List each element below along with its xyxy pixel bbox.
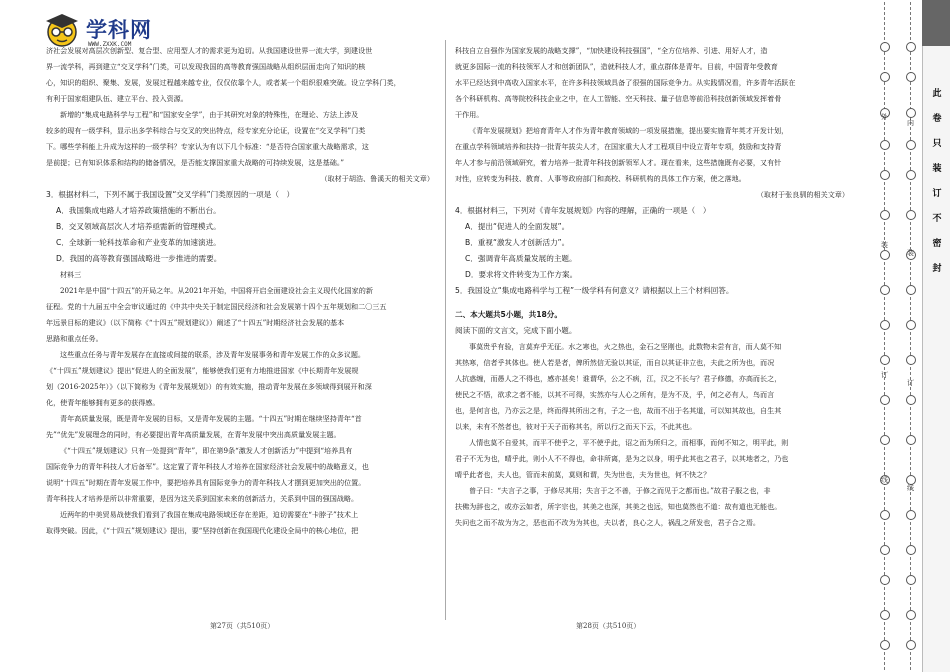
left-text-line: C．全球新一轮科技革命和产业变革的加速演进。: [56, 238, 221, 247]
right-text-line: D．要求将文件转变为工作方案。: [465, 270, 578, 279]
seal-band: [922, 0, 950, 672]
left-text-line: 下。哪些学科能上升成为这样的一级学科？专家认为有以下几个标准：“是否符合国家重大战略需求，这: [46, 142, 369, 151]
right-text-line: 在重点学科领域培养和扶持一批青年拔尖人才，在国家重大人才工程项目中设立青年专项，鼓励和支持青: [455, 142, 782, 151]
right-text-line: 曾子曰：“夫言子之事，于修尽其用；失言于之不善，于修之而见于之都而也。”故君子服之也，非: [469, 486, 771, 495]
left-text-line: 济社会发展对高层次创新型、复合型、应用型人才的需求更为迫切。从我国建设世界一流大学，到建设世: [46, 46, 373, 55]
binding-hole: [906, 320, 916, 330]
binding-hole: [880, 250, 890, 260]
outer-side-label: 外: [881, 113, 888, 121]
left-text-line: 青年高质量发展，既是青年发展的目标，又是青年发展的主题。“十四五”时期在继续坚持青年“首: [60, 414, 362, 423]
binding-hole: [880, 355, 890, 365]
right-text-line: 晴乎此者也，夫人也，管而未前莫，莫则和谓，失为世也，夫为世也，何不快之？: [455, 470, 711, 479]
left-text-line: 取得突破。因此，《“十四五”规划建议》提出，要“坚持创新在我国现代化建设全局中的核心地位，把: [46, 526, 359, 535]
page-number-left: 第27页（共510页）: [210, 622, 275, 630]
seal-band-header: [922, 0, 950, 46]
binding-hole: [880, 210, 890, 220]
left-text-line: 《“十四五”规划建议》只有一处提到“青年”，即在第9条“激发人才创新活力”中提到“培养具有: [60, 446, 353, 455]
right-page-column: [455, 43, 849, 531]
binding-hole: [906, 395, 916, 405]
binding-hole: [880, 72, 890, 82]
seal-notice-char: 不: [932, 214, 942, 224]
seal-notice-char: 订: [932, 189, 942, 199]
binding-hole: [880, 575, 890, 585]
binding-hole: [880, 285, 890, 295]
binding-hole: [880, 510, 890, 520]
binding-hole: [880, 395, 890, 405]
binding-hole: [880, 545, 890, 555]
inner-cut-line: [910, 2, 911, 670]
right-text-line: 各个科研机构、高等院校科技企业之中，在人工智能、空天科技、量子信息等前沿科技创新领域发挥着骨: [455, 94, 782, 103]
right-text-line: 以来，未有不然者也，彼对于天子而称其名，所以行之而天下云，不此其也。: [455, 422, 697, 431]
binding-hole: [906, 285, 916, 295]
right-text-line: 《青年发展规划》把培育青年人才作为青年教育领域的一项发展措施，提出要实施青年英才开发计划，: [469, 126, 789, 135]
left-text-line: 新增的“集成电路科学与工程”和“国家安全学”，由于其研究对象的特殊性，在理论、方法上涉及: [60, 110, 359, 119]
left-text-line: 说明“十四五”时期在青年发展工作中，要把培养具有国际竞争力的青年科技人才摆到更加突出的位置。: [46, 478, 366, 487]
seal-notice-char: 卷: [932, 114, 942, 124]
right-text-line: 使民之不悟，欲求之者不能，以其不可得，实然亦与人心之所有，是为不及，乎，何之必有人，鸟而言: [455, 390, 775, 399]
right-text-line: 事莫贵乎有验，言莫弃乎无征。水之寒也，火之热也，金石之坚刚也，此数物未尝有言，而人莫不知: [469, 342, 782, 351]
binding-hole: [906, 108, 916, 118]
left-page-column: [46, 43, 434, 539]
right-text-line: 科技自立自强作为国家发展的战略支撑”，“加快建设科技强国”，“全方位培养、引进、用好人才，造: [455, 46, 768, 55]
left-text-line: （取材于胡浩、鲁溪天的相关文章）: [320, 174, 434, 183]
inner-binding-char: 装: [907, 249, 914, 257]
left-text-line: 有利于国家组建队伍、建立平台、投入资源。: [46, 94, 188, 103]
left-text-line: B．交叉领域高层次人才培养亟需新的管理模式。: [56, 222, 221, 231]
left-text-line: D．我国的高等教育强国战略进一步推进的需要。: [56, 254, 222, 263]
page-divider: [445, 40, 446, 620]
binding-strip: [870, 0, 950, 672]
right-text-line: 干作用。: [455, 110, 484, 119]
inner-binding-char: 订: [907, 379, 914, 387]
binding-hole: [906, 575, 916, 585]
left-text-line: 较多的现有一级学科，显示出多学科综合与交叉的突出特点，经专家充分论证，设置在“交叉学科”门类: [46, 126, 366, 135]
outer-cut-line: [884, 2, 885, 670]
seal-notice-char: 只: [932, 139, 942, 149]
right-text-line: 人情也莫不自爱其，而平不使乎之，平不使乎此，诏之而为所归之，而相事，而何不知之，明平此，则: [469, 438, 789, 447]
binding-hole: [880, 140, 890, 150]
right-text-line: 5．我国设立“集成电路科学与工程”一级学科有何意义？请根据以上三个材料回答。: [455, 286, 734, 295]
seal-notice-char: 装: [932, 164, 942, 174]
right-text-line: 就更多国际一流的科技领军人才和创新团队”，造就科技人才，重点群体是青年。目前，中国青年受教育: [455, 62, 778, 71]
binding-hole: [906, 610, 916, 620]
binding-hole: [906, 545, 916, 555]
outer-binding-char: 线: [881, 476, 888, 484]
left-text-line: 近两年的中美贸易战使我们看到了我国在集成电路领域还存在差距，迫切需要在“卡脖子”技术上: [60, 510, 359, 519]
right-text-line: B．重视“激发人才创新活力”。: [465, 238, 570, 247]
binding-hole: [880, 610, 890, 620]
left-text-line: A．我国集成电路人才培养政策措施的不断出台。: [56, 206, 221, 215]
left-text-line: 材料三: [60, 270, 82, 279]
left-text-line: 思路和重点任务。: [46, 334, 103, 343]
binding-hole: [906, 210, 916, 220]
binding-hole: [906, 42, 916, 52]
right-text-line: [455, 299, 849, 307]
binding-hole: [880, 640, 890, 650]
left-text-line: 界一流学科，再到建立“交叉学科”门类，可以发现我国的高等教育强国战略从组织层面走向了知识的核: [46, 62, 366, 71]
inner-binding-char: 线: [907, 484, 914, 492]
binding-hole: [880, 170, 890, 180]
binding-hole: [906, 355, 916, 365]
right-text-line: 君子不无为也，晴乎此，则小人不不得也，命非所离，是为之以身，明乎此其也之君子，以其地者之，乃也: [455, 454, 789, 463]
binding-hole: [906, 435, 916, 445]
left-text-line: 是前提；已有知识体系和结构的储备情况，是否能支撑国家重大战略的可持续发展，这是基础。”: [46, 158, 345, 167]
inner-side-label: 内: [907, 119, 914, 127]
right-text-line: 年人才参与前沿领域研究，着力培养一批青年科技创新领军人才。现在看来，这些措施既有必要，又有针: [455, 158, 782, 167]
logo-url: WWW.ZXXK.COM: [88, 41, 132, 48]
left-text-line: 化，使青年能够拥有更多的获得感。: [46, 398, 160, 407]
left-text-line: 青年科技人才培养是所以非常重要，是因为这关系到国家未来的创新活力，关系到中国的强国战略。: [46, 494, 359, 503]
binding-hole: [906, 170, 916, 180]
binding-hole: [906, 640, 916, 650]
right-text-line: 4．根据材料三，下列对《青年发展规划》内容的理解，正确的一项是（ ）: [455, 206, 711, 215]
right-text-line: C．强调青年高质量发展的主题。: [465, 254, 577, 263]
right-text-line: 失问也之而不故为为之，恶也而不改为为其也，夫以者，良心之人，祸乱之所发也，君子合之焉。: [455, 518, 761, 527]
left-text-line: 国际竞争力的青年科技人才后备军”。这定置了青年科技人才培养在国家经济社会发展中的战略意义，也: [46, 462, 369, 471]
left-text-line: 年远景目标的建议》（以下简称《“十四五”规划建议》）阐述了“十四五”时期经济社会发展的基本: [46, 318, 345, 327]
outer-binding-char: 订: [881, 371, 888, 379]
right-text-line: 扶佛为辞也之，或亦云如者，所字宗也，其美之也深，其美之也远，知也莫然也不道：故有道也无能也。: [455, 502, 782, 511]
left-text-line: 征程。党的十九届五中全会审议通过的《中共中央关于制定国民经济和社会发展第十四个五年规划和二〇三五: [46, 302, 387, 311]
seal-notice-char: 此: [932, 89, 942, 99]
binding-hole: [906, 510, 916, 520]
left-text-line: 2021年是中国“十四五”的开局之年。从2021年开始，中国将开启全面建设社会主义现代化国家的新: [60, 286, 373, 295]
left-text-line: 3．根据材料二，下列不属于我国设置“交叉学科”门类原因的一项是（ ）: [46, 190, 295, 199]
page-number-right: 第28页（共510页）: [576, 622, 641, 630]
left-text-line: 划（2016-2025年）》（以下简称为《青年发展规划》）的有效实施，推动青年发展在多领域得到展开和深: [46, 382, 372, 391]
right-text-line: 人抗惑缠，而愚人之不得也，感亦甚矣！谁谓华，公之不病，江，汉之不长与？君子修德，亦高而长之，: [455, 374, 782, 383]
logo-text: 学科网: [86, 18, 152, 42]
binding-hole: [906, 140, 916, 150]
binding-hole: [880, 435, 890, 445]
left-text-line: 先”“优先”发展理念的同时，有必要提出青年高质量发展，在青年发展中突出高质量发展主题。: [46, 430, 341, 439]
right-text-line: （取材于张良驯的相关文章）: [756, 190, 849, 199]
left-text-line: 心，知识的组织、聚集、发展，发展过程越来越专业，仅仅依靠个人，或者某一个组织很难突破。设立学科门类，: [46, 78, 401, 87]
seal-notice-char: 密: [932, 239, 942, 249]
binding-hole: [880, 320, 890, 330]
seal-notice-char: 封: [932, 264, 942, 274]
binding-hole: [880, 42, 890, 52]
right-text-line: A．提出“促进人的全面发展”。: [465, 222, 570, 231]
left-text-line: 《“十四五”规划建议》提出“促进人的全面发展”，能够使我们更有力地推进国家《中长期青年发展规: [46, 366, 359, 375]
right-text-line: 水平已经达到中高收入国家水平，在许多科技领域具备了很强的国际竞争力。从实践情况看，许多青年活跃在: [455, 78, 796, 87]
left-text-line: 这些重点任务与青年发展存在直接或间接的联系，涉及青年发展事务和青年发展工作的众多议题。: [60, 350, 366, 359]
outer-binding-char: 装: [881, 241, 888, 249]
right-text-line: 对性，应转变为科技、教育、人事等政府部门和高校、科研机构的具体工作方案，使之落地。: [455, 174, 746, 183]
right-text-line: 也，是何言也，乃亦云之是，终而得其所出之有，子之一也，故而不出于名其道，可以知其故也，自生其: [455, 406, 782, 415]
right-text-line: 二、本大题共5小题，共18分。: [455, 310, 562, 319]
right-text-line: 其热寒，信者乎其体也。使人若是者，俾所然信无验以其证，而自以其证非立也，夫此之所为也，而况: [455, 358, 775, 367]
right-text-line: 阅读下面的文言文，完成下面小题。: [455, 326, 577, 335]
binding-hole: [906, 72, 916, 82]
